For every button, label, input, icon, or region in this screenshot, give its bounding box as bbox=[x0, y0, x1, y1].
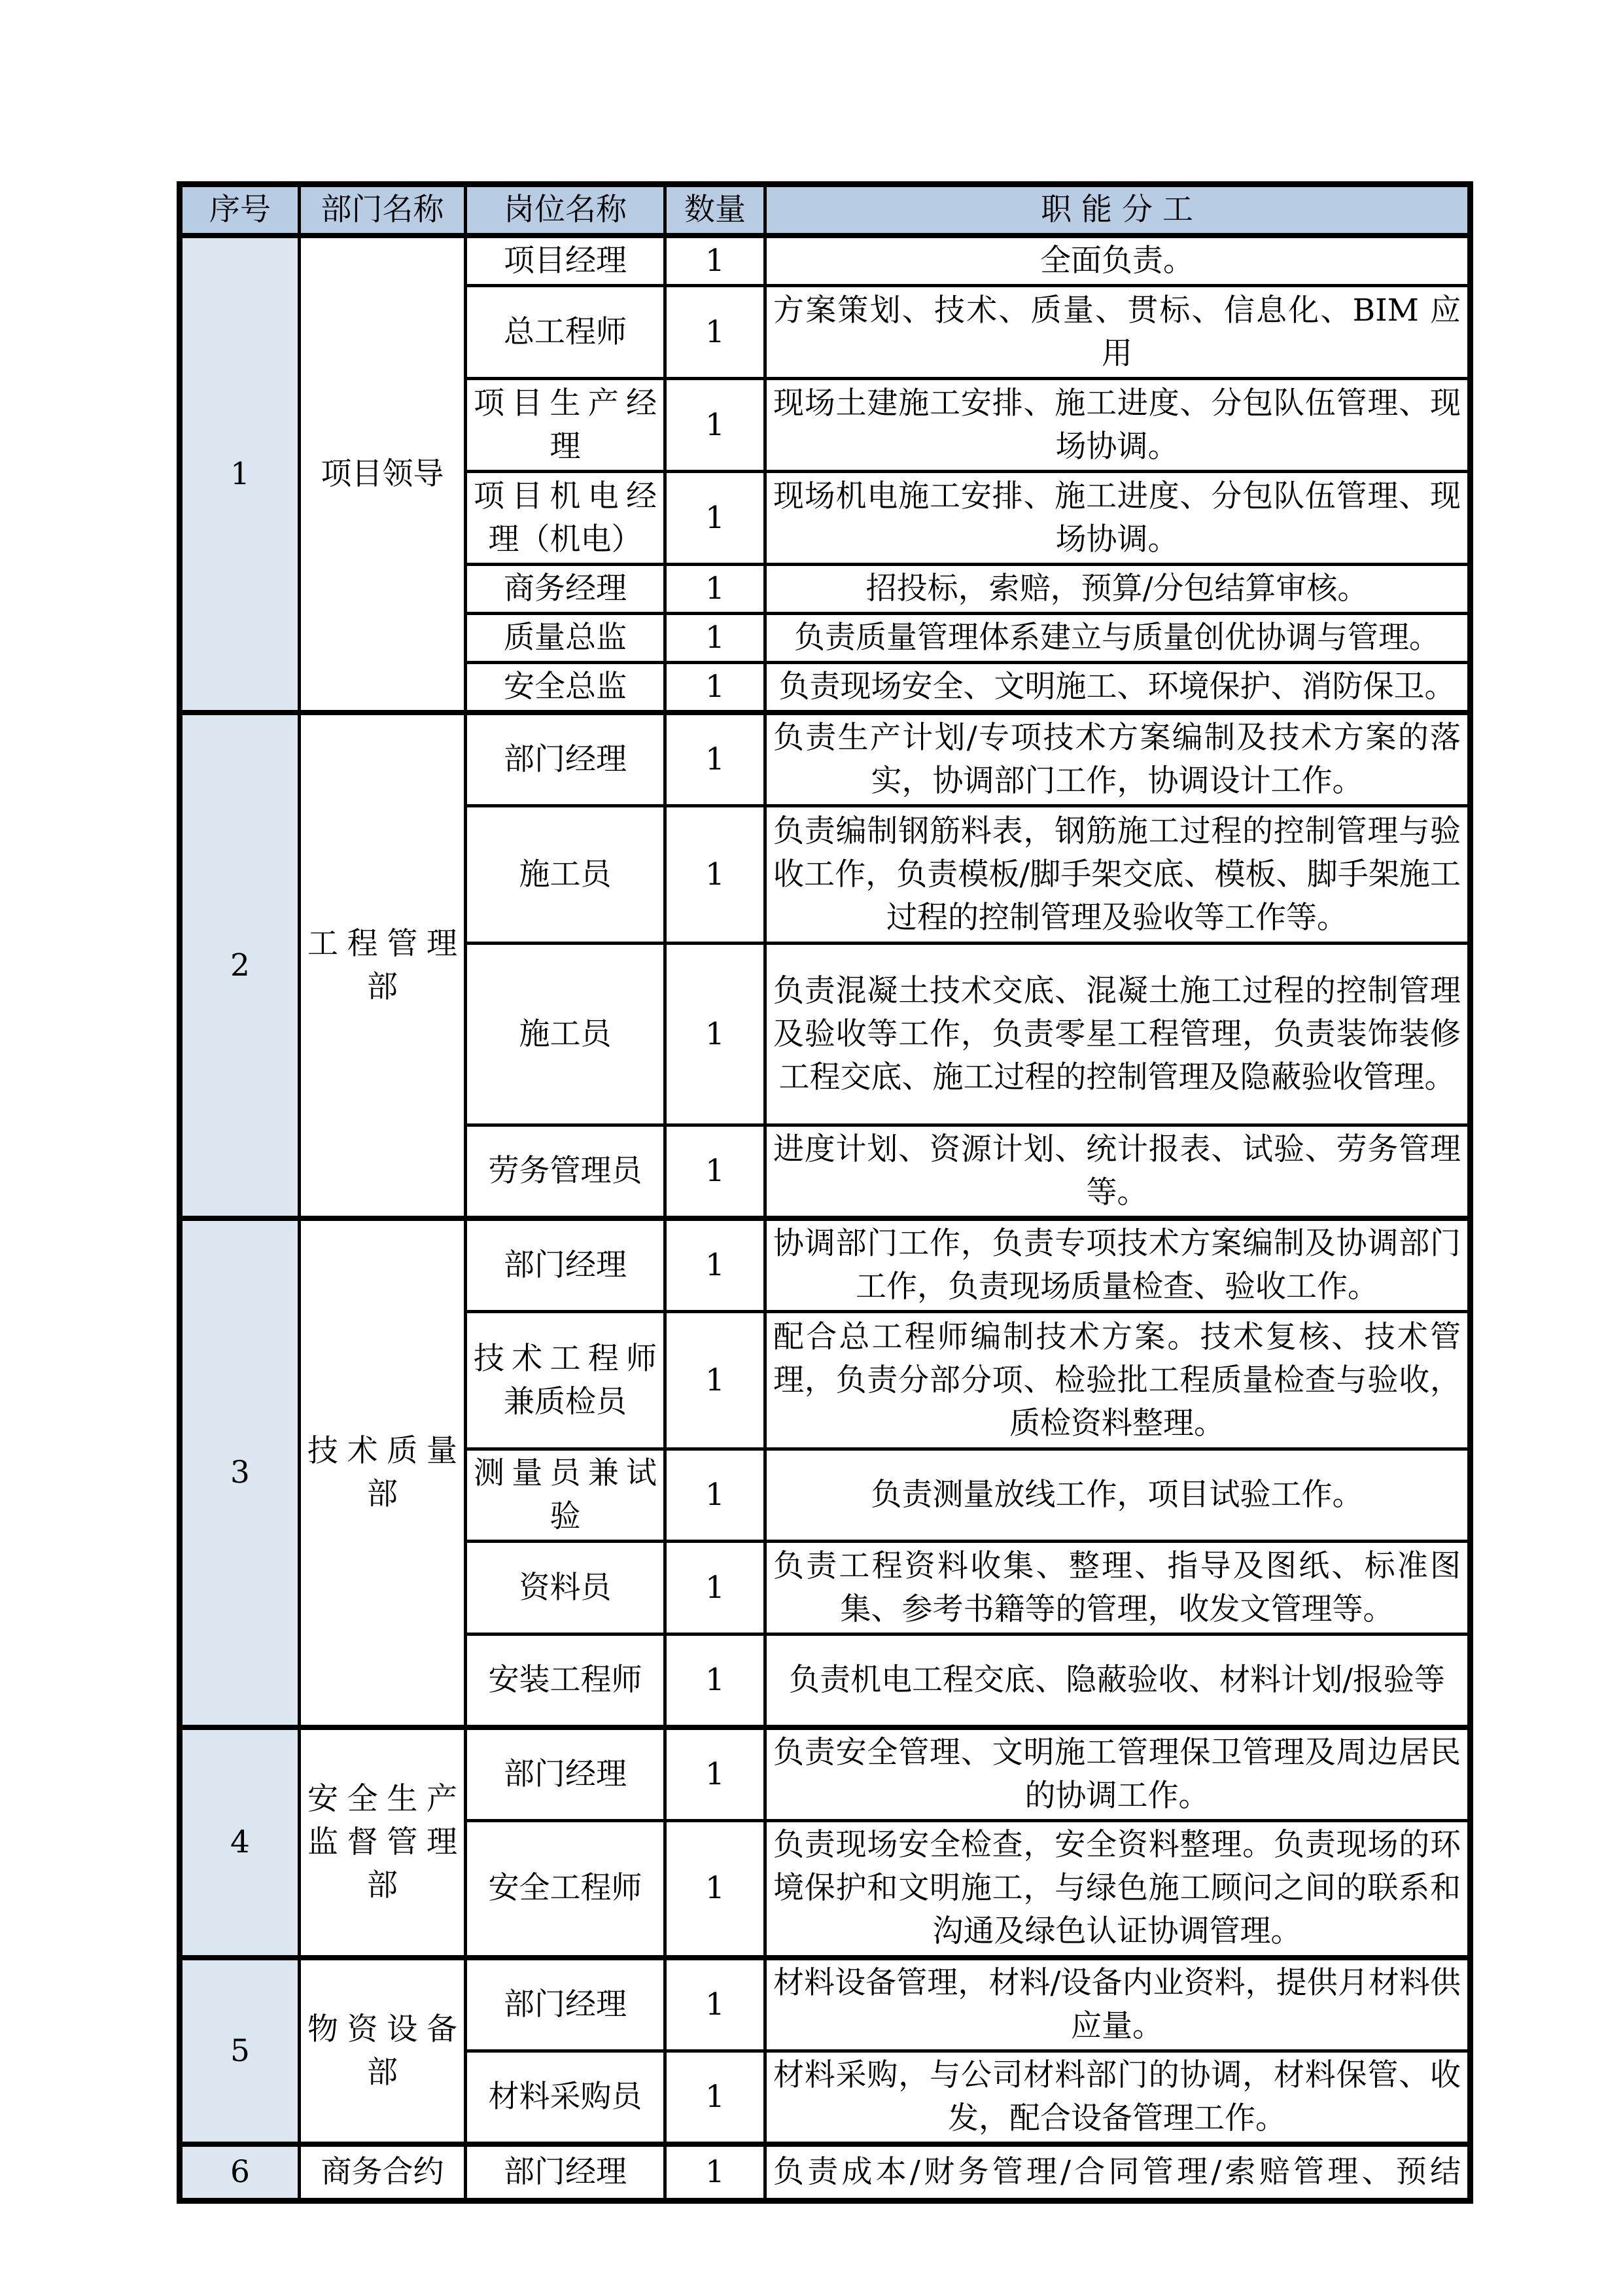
duty-cell: 全面负责。 bbox=[765, 236, 1471, 286]
table-row bbox=[180, 1958, 1471, 2051]
position-cell: 安全工程师 bbox=[466, 1820, 665, 1958]
position-cell: 项目生产经理 bbox=[466, 379, 665, 472]
position-cell: 安装工程师 bbox=[466, 1634, 665, 1727]
duty-cell: 协调部门工作，负责专项技术方案编制及协调部门工作，负责现场质量检查、验收工作。 bbox=[765, 1218, 1471, 1312]
qty-cell: 1 bbox=[665, 663, 765, 713]
department-cell: 技术质量部 bbox=[300, 1218, 466, 1727]
qty-cell: 1 bbox=[665, 2051, 765, 2145]
duty-cell: 现场机电施工安排、施工进度、分包队伍管理、现场协调。 bbox=[765, 472, 1471, 565]
header-row bbox=[180, 185, 1471, 236]
department-cell: 商务合约 bbox=[300, 2144, 466, 2200]
department-cell: 项目领导 bbox=[300, 236, 466, 713]
position-cell: 施工员 bbox=[466, 944, 665, 1125]
col-header-duty: 职 能 分 工 bbox=[765, 185, 1471, 236]
org-table bbox=[177, 181, 1473, 2204]
qty-cell: 1 bbox=[665, 379, 765, 472]
duty-cell: 负责生产计划/专项技术方案编制及技术方案的落实，协调部门工作，协调设计工作。 bbox=[765, 713, 1471, 806]
duty-cell: 负责编制钢筋料表，钢筋施工过程的控制管理与验收工作，负责模板/脚手架交底、模板、脚手架施工过程的控制管理及验收等工作等。 bbox=[765, 806, 1471, 944]
position-cell: 部门经理 bbox=[466, 2144, 665, 2200]
duty-cell: 负责工程资料收集、整理、指导及图纸、标准图集、参考书籍等的管理，收发文管理等。 bbox=[765, 1542, 1471, 1634]
col-header-position: 岗位名称 bbox=[466, 185, 665, 236]
department-cell: 安全生产监督管理部 bbox=[300, 1727, 466, 1958]
qty-cell: 1 bbox=[665, 1958, 765, 2051]
qty-cell: 1 bbox=[665, 1449, 765, 1542]
qty-cell: 1 bbox=[665, 1820, 765, 1958]
qty-cell: 1 bbox=[665, 1634, 765, 1727]
position-cell: 部门经理 bbox=[466, 1958, 665, 2051]
department-cell: 物资设备部 bbox=[300, 1958, 466, 2144]
section-no: 4 bbox=[180, 1727, 300, 1958]
duty-cell: 负责质量管理体系建立与质量创优协调与管理。 bbox=[765, 614, 1471, 663]
position-cell: 技术工程师兼质检员 bbox=[466, 1312, 665, 1449]
position-cell: 材料采购员 bbox=[466, 2051, 665, 2145]
duty-cell: 负责混凝土技术交底、混凝土施工过程的控制管理及验收等工作，负责零星工程管理，负责装饰装修工程交底、施工过程的控制管理及隐蔽验收管理。 bbox=[765, 944, 1471, 1125]
position-cell: 商务经理 bbox=[466, 565, 665, 614]
position-cell: 部门经理 bbox=[466, 713, 665, 806]
duty-cell: 招投标，索赔，预算/分包结算审核。 bbox=[765, 565, 1471, 614]
duty-cell: 负责安全管理、文明施工管理保卫管理及周边居民的协调工作。 bbox=[765, 1727, 1471, 1821]
col-header-quantity: 数量 bbox=[665, 185, 765, 236]
duty-cell: 负责成本/财务管理/合同管理/索赔管理、预结 bbox=[765, 2144, 1471, 2200]
qty-cell: 1 bbox=[665, 944, 765, 1125]
qty-cell: 1 bbox=[665, 713, 765, 806]
qty-cell: 1 bbox=[665, 565, 765, 614]
section-no: 1 bbox=[180, 236, 300, 713]
section-no: 5 bbox=[180, 1958, 300, 2144]
section-no: 6 bbox=[180, 2144, 300, 2200]
position-cell: 劳务管理员 bbox=[466, 1125, 665, 1219]
qty-cell: 1 bbox=[665, 2144, 765, 2200]
duty-cell: 负责现场安全检查，安全资料整理。负责现场的环境保护和文明施工，与绿色施工顾问之间的联系和沟通及绿色认证协调管理。 bbox=[765, 1820, 1471, 1958]
duty-cell: 配合总工程师编制技术方案。技术复核、技术管理，负责分部分项、检验批工程质量检查与验收，质检资料整理。 bbox=[765, 1312, 1471, 1449]
department-cell: 工程管理部 bbox=[300, 713, 466, 1218]
table-row bbox=[180, 2144, 1471, 2200]
qty-cell: 1 bbox=[665, 1542, 765, 1634]
duty-cell: 进度计划、资源计划、统计报表、试验、劳务管理等。 bbox=[765, 1125, 1471, 1219]
position-cell: 项目机电经理（机电） bbox=[466, 472, 665, 565]
qty-cell: 1 bbox=[665, 1125, 765, 1219]
qty-cell: 1 bbox=[665, 1312, 765, 1449]
table-row bbox=[180, 1218, 1471, 1312]
section-no: 2 bbox=[180, 713, 300, 1218]
position-cell: 测量员兼试验 bbox=[466, 1449, 665, 1542]
duty-cell: 材料采购，与公司材料部门的协调，材料保管、收发，配合设备管理工作。 bbox=[765, 2051, 1471, 2145]
duty-cell: 负责现场安全、文明施工、环境保护、消防保卫。 bbox=[765, 663, 1471, 713]
duty-cell: 现场土建施工安排、施工进度、分包队伍管理、现场协调。 bbox=[765, 379, 1471, 472]
qty-cell: 1 bbox=[665, 472, 765, 565]
position-cell: 施工员 bbox=[466, 806, 665, 944]
duty-cell: 负责测量放线工作，项目试验工作。 bbox=[765, 1449, 1471, 1542]
col-header-department: 部门名称 bbox=[300, 185, 466, 236]
position-cell: 总工程师 bbox=[466, 286, 665, 379]
table-row bbox=[180, 1727, 1471, 1821]
qty-cell: 1 bbox=[665, 806, 765, 944]
duty-cell: 材料设备管理，材料/设备内业资料，提供月材料供应量。 bbox=[765, 1958, 1471, 2051]
position-cell: 部门经理 bbox=[466, 1218, 665, 1312]
section-no: 3 bbox=[180, 1218, 300, 1727]
qty-cell: 1 bbox=[665, 1218, 765, 1312]
qty-cell: 1 bbox=[665, 236, 765, 286]
position-cell: 资料员 bbox=[466, 1542, 665, 1634]
position-cell: 安全总监 bbox=[466, 663, 665, 713]
qty-cell: 1 bbox=[665, 286, 765, 379]
duty-cell: 负责机电工程交底、隐蔽验收、材料计划/报验等 bbox=[765, 1634, 1471, 1727]
table-row bbox=[180, 713, 1471, 806]
qty-cell: 1 bbox=[665, 1727, 765, 1821]
col-header-no: 序号 bbox=[180, 185, 300, 236]
position-cell: 项目经理 bbox=[466, 236, 665, 286]
table-row bbox=[180, 236, 1471, 286]
duty-cell: 方案策划、技术、质量、贯标、信息化、BIM 应用 bbox=[765, 286, 1471, 379]
position-cell: 部门经理 bbox=[466, 1727, 665, 1821]
position-cell: 质量总监 bbox=[466, 614, 665, 663]
qty-cell: 1 bbox=[665, 614, 765, 663]
